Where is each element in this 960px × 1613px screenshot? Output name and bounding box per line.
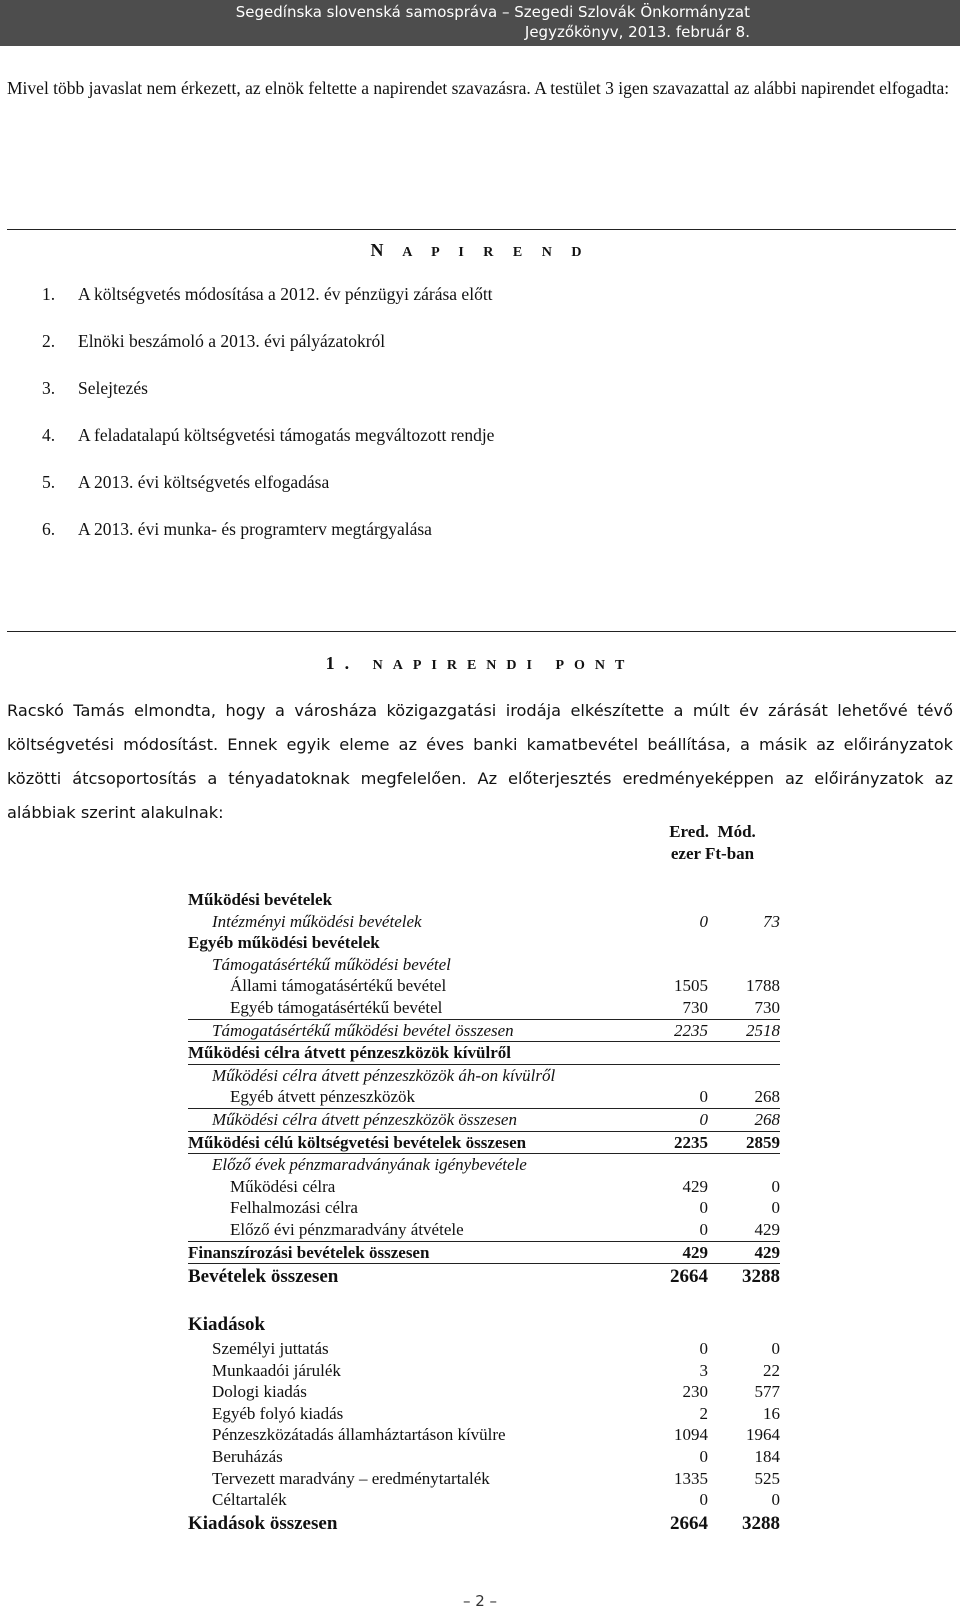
row-label: Munkaadói járulék (212, 1360, 341, 1380)
value-ered: 2235 (674, 1132, 708, 1152)
row-label: Egyéb átvett pénzeszközök (230, 1087, 416, 1107)
value-mod: 525 (754, 1468, 780, 1488)
row-label: Támogatásértékű működési bevétel (212, 954, 451, 974)
value-mod: 2518 (746, 1020, 780, 1040)
agenda-item: 6. A 2013. évi munka- és programterv megtárgyalása (42, 519, 432, 539)
value-ered: 0 (699, 1087, 708, 1107)
agenda-item: 2. Elnöki beszámoló a 2013. évi pályázatokról (42, 331, 386, 351)
table-row (188, 1065, 780, 1087)
table-row (188, 1197, 780, 1219)
header-institution: Segedínska slovenská samospráva – Szegedi Szlovák Önkormányzat (235, 3, 750, 21)
page-number: – 2 – (462, 1592, 498, 1610)
table-row (188, 1381, 780, 1403)
revenue-section (188, 889, 780, 1290)
row-label: Intézményi működési bevételek (212, 911, 422, 931)
value-ered: 0 (699, 1219, 708, 1239)
table-row (188, 889, 780, 911)
value-ered: 2235 (674, 1020, 708, 1040)
intro-paragraph: Mivel több javaslat nem érkezett, az elnök feltette a napirendet szavazásra. A testület 3 igen szavazattal az alábbi napirendet elfogadta: (7, 78, 950, 98)
value-mod: 3288 (742, 1266, 780, 1288)
value-ered: 3 (699, 1360, 708, 1380)
row-label: Kiadások összesen (188, 1512, 338, 1534)
section-title: 1. NAPIRENDI PONT (325, 653, 635, 673)
row-label: Kiadások (188, 1314, 266, 1336)
value-ered: 429 (682, 1176, 708, 1196)
value-ered: 429 (682, 1242, 708, 1262)
row-label: Előző évek pénzmaradványának igénybevétele (212, 1155, 527, 1175)
table-row (188, 1468, 780, 1490)
table-row (188, 1511, 780, 1537)
value-mod: 22 (763, 1360, 780, 1380)
value-mod: 184 (754, 1447, 780, 1467)
body-paragraph: Racskó Tamás elmondta, hogy a városháza közigazgatási irodája elkészítette a múlt év zárását lehetővé tévő költségvetési módosítást. Ennek egyik eleme az éves banki kamatbevétel beállítása, a másik az előirányzatok közötti átcsoportosítás a tényadatoknak megfelelően. Az előterjesztés eredményeképpen az előirányzatok az alábbiak szerint alakulnak: (7, 701, 953, 822)
row-label: Működési bevételek (188, 890, 333, 909)
value-ered: 730 (682, 997, 708, 1017)
value-mod: 73 (763, 911, 780, 931)
agenda-item: 4. A feladatalapú költségvetési támogatás megváltozott rendje (42, 425, 495, 445)
row-label: Egyéb működési bevételek (188, 933, 380, 953)
agenda-item: 3. Selejtezés (42, 378, 148, 398)
agenda-list (42, 280, 494, 562)
expense-section (188, 1312, 780, 1537)
budget-table (188, 889, 780, 1537)
value-ered: 1335 (674, 1468, 708, 1488)
value-mod: 3288 (742, 1512, 780, 1534)
value-ered: 0 (699, 1490, 708, 1510)
row-label: Működési célra átvett pénzeszközök áh-on kívülről (212, 1065, 556, 1085)
value-mod: 2859 (746, 1132, 780, 1152)
table-row (188, 1042, 780, 1065)
value-ered: 1505 (674, 976, 708, 996)
value-mod: 730 (754, 997, 780, 1017)
row-label: Működési célra átvett pénzeszközök kívülről (188, 1043, 511, 1063)
value-ered: 0 (699, 1447, 708, 1467)
table-row (188, 932, 780, 954)
table-row (188, 975, 780, 997)
table-row (188, 1109, 780, 1132)
row-label: Dologi kiadás (212, 1382, 307, 1402)
value-ered: 230 (682, 1382, 708, 1402)
agenda-item: 1. A költségvetés módosítása a 2012. év pénzügyi zárása előtt (42, 284, 493, 304)
value-mod: 429 (754, 1219, 780, 1239)
row-label: Működési célra (230, 1176, 336, 1196)
table-row (188, 1360, 780, 1382)
row-label: Bevételek összesen (188, 1266, 339, 1288)
value-mod: 577 (754, 1382, 780, 1402)
value-mod: 0 (771, 1339, 780, 1359)
value-mod: 0 (771, 1176, 780, 1196)
value-mod: 268 (754, 1087, 780, 1107)
value-ered: 2664 (670, 1512, 708, 1534)
value-ered: 0 (699, 1339, 708, 1359)
agenda-title: N A P I R E N D (370, 240, 590, 260)
value-mod: 1964 (746, 1425, 780, 1445)
value-mod: 0 (771, 1198, 780, 1218)
value-mod: 16 (763, 1403, 780, 1423)
value-mod: 1788 (746, 976, 780, 996)
value-mod: 429 (754, 1242, 780, 1262)
table-row (188, 1132, 780, 1155)
table-row (188, 1020, 780, 1043)
value-ered: 0 (699, 911, 708, 931)
header-minutes-date: Jegyzőkönyv, 2013. február 8. (524, 23, 750, 41)
table-row (188, 1424, 780, 1446)
row-label: Állami támogatásértékű bevétel (230, 976, 447, 996)
table-row (188, 1176, 780, 1198)
row-label: Működési célra átvett pénzeszközök összesen (212, 1109, 517, 1129)
row-label: Felhalmozási célra (230, 1198, 358, 1218)
table-row (188, 1242, 780, 1265)
row-label: Céltartalék (212, 1490, 287, 1510)
table-row (188, 1219, 780, 1242)
row-label: Működési célú költségvetési bevételek összesen (188, 1132, 527, 1152)
section-spacer (188, 1290, 780, 1312)
row-label: Egyéb folyó kiadás (212, 1403, 344, 1423)
table-row (188, 954, 780, 976)
table-row (188, 1312, 780, 1338)
row-label: Pénzeszközátadás államháztartáson kívülre (212, 1425, 506, 1445)
row-label: Személyi juttatás (212, 1339, 329, 1359)
table-row (188, 997, 780, 1020)
table-row (188, 1154, 780, 1176)
table-row (188, 1403, 780, 1425)
page-header (0, 0, 960, 46)
value-mod: 0 (771, 1490, 780, 1510)
table-row (188, 1446, 780, 1468)
table-row (188, 911, 780, 933)
table-row (188, 1489, 780, 1511)
table-row (188, 1338, 780, 1360)
table-unit-label: ezer Ft-ban (670, 844, 755, 863)
row-label: Finanszírozási bevételek összesen (188, 1242, 430, 1262)
table-row (188, 1264, 780, 1290)
value-ered: 2 (699, 1403, 708, 1423)
value-mod: 268 (754, 1109, 780, 1129)
value-ered: 0 (699, 1198, 708, 1218)
table-column-headers: Ered. Mód. (669, 822, 756, 841)
row-label: Tervezett maradvány – eredménytartalék (212, 1468, 490, 1488)
agenda-item: 5. A 2013. évi költségvetés elfogadása (42, 472, 330, 492)
value-ered: 1094 (674, 1425, 708, 1445)
divider-section (7, 631, 956, 632)
row-label: Előző évi pénzmaradvány átvétele (230, 1219, 464, 1239)
value-ered: 2664 (670, 1266, 708, 1288)
table-row (188, 1086, 780, 1109)
row-label: Egyéb támogatásértékű bevétel (230, 997, 443, 1017)
row-label: Támogatásértékű működési bevétel összesen (212, 1020, 514, 1040)
divider-agenda (7, 229, 956, 230)
row-label: Beruházás (212, 1447, 283, 1467)
value-ered: 0 (699, 1109, 708, 1129)
